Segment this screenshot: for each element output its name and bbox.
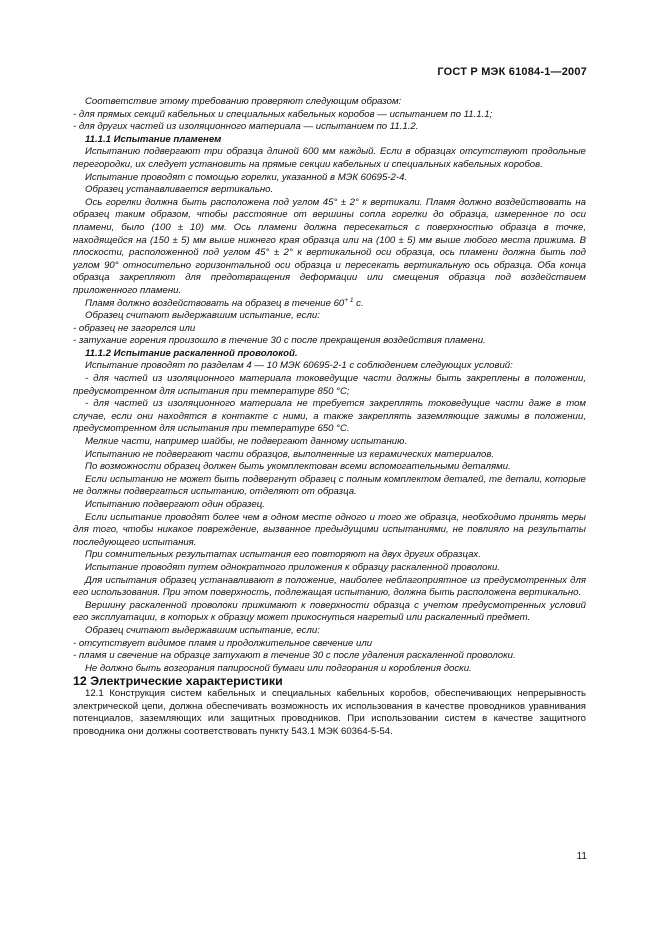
paragraph: При сомнительных результатах испытания его повторяют на двух других образцах. — [85, 549, 481, 561]
section-paragraph: 12.1 Конструкция систем кабельных и специальных кабельных коробов, обеспечивающих непрерывность электрической цепи, должна обеспечивать возможность их использования в качестве проводников уравнивания потенциалов, заземляющих или защитных проводников. При использовании систем в качестве защитного проводника они должны соответствовать пункту 543.1 МЭК 60364-5-54. — [73, 687, 586, 737]
paragraph: Испытанию подвергают три образца длиной 600 мм каждый. Если в образцах отсутствуют продольные перегородки, их следует установить на прямые секции кабельных и специальных кабельных коробов. — [73, 146, 586, 170]
subsection-heading: 11.1.2 Испытание раскаленной проволокой. — [85, 347, 298, 359]
flame-duration-tolerance: + 1 — [344, 296, 354, 304]
subsection-heading: 11.1.1 Испытание пламенем — [85, 133, 222, 145]
paragraph: Образец считают выдержавшим испытание, если: — [85, 310, 320, 322]
paragraph: Испытанию подвергают один образец. — [85, 499, 265, 510]
paragraph: Если испытание проводят более чем в одном месте одного и того же образца, необходимо принять меры для того, чтобы никакое повреждение, вызванное предыдущими испытаниями, не повлияло на результаты последующего испытания. — [73, 511, 586, 548]
list-item: - для частей из изоляционного материала токоведущие части должны быть закреплены в положении, предусмотренном для испытания при температуре 850 °С; — [73, 373, 586, 397]
paragraph: Испытанию не подвергают части образцов, выполненные из керамических материалов. — [85, 448, 495, 460]
paragraph: Если испытанию не может быть подвергнут образец с полным комплектом деталей, те детали, которые не должны подвергаться испытанию, отделяют от образца. — [73, 473, 586, 498]
paragraph: Мелкие части, например шайбы, не подвергают данному испытанию. — [85, 436, 407, 448]
page-body — [73, 96, 586, 738]
paragraph: Испытание проводят с помощью горелки, указанной в МЭК 60695-2-4. — [85, 171, 408, 183]
list-item: - отсутствует видимое пламя и продолжительное свечение или — [73, 637, 373, 649]
paragraph: Вершину раскаленной проволоки прижимают к поверхности образца с учетом предусмотренных условий его эксплуатации, в которых к образцу может прикоснуться нагретый или раскаленный предмет. — [73, 599, 586, 624]
paragraph: Испытание проводят по разделам 4 — 10 МЭК 60695-2-1 с соблюдением следующих условий: — [85, 360, 513, 372]
list-item: - для частей из изоляционного материала не требуется закреплять токоведущие части даже в том случае, если они находятся в контакте с ними, а также закреплять заземляющие зажимы в положении, предусмотренном для испытания при температуре 650 °С. — [73, 398, 586, 435]
flame-duration-text: Пламя должно воздействовать на образец в течение 60 — [85, 297, 345, 309]
paragraph: Соответствие этому требованию проверяют следующим образом: — [85, 96, 402, 107]
list-item: - затухание горения произошло в течение 30 с после прекращения воздействия пламени. — [73, 335, 486, 347]
paragraph: Для испытания образец устанавливают в положение, наиболее неблагоприятное из предусмотренных для его использования. При этом поверхность, подлежащая испытанию, должна быть расположена вертикально. — [73, 574, 586, 599]
paragraph: Образец устанавливается вертикально. — [85, 184, 274, 196]
list-item: - пламя и свечение на образце затухают в течение 30 с после удаления раскаленной проволоки. — [73, 650, 516, 662]
paragraph: Не должно быть возгорания папиросной бумаги или подгорания и коробления доски. — [85, 662, 472, 674]
list-item: - для других частей из изоляционного материала — испытанием по 11.1.2. — [73, 121, 419, 133]
document-id: ГОСТ Р МЭК 61084-1—2007 — [437, 66, 587, 78]
list-item: - для прямых секций кабельных и специальных кабельных коробов — испытанием по 11.1.1; — [73, 108, 493, 120]
paragraph: Ось горелки должна быть расположена под углом 45° ± 2° к вертикали. Пламя должно воздействовать на образец таким образом, чтобы расстояние от вершины сопла горелки до образца, измеренное по оси пламени, было (100 ± 10) мм. Ось пламени должна пересекаться с поверхностью образца в точке, находящейся на (150 ± 5) мм выше нижнего края образца или на (100 ± 5) мм выше любого места прижима. В плоскости, расположенной под углом 45° ± 2° к вертикальной оси образца, ось пламени должна быть под углом 90° относительно горизонтальной оси образца и пересекать вертикальную ось образца. Оба конца образца закрепляют для предотвращения деформации или смещения образца под воздействием приложенного пламени. — [73, 196, 586, 296]
page-number: 11 — [576, 851, 587, 862]
paragraph: По возможности образец должен быть укомплектован всеми вспомогательными деталями. — [85, 461, 511, 473]
flame-duration-unit: с. — [353, 297, 364, 309]
paragraph: Испытание проводят путем однократного приложения к образцу раскаленной проволоки. — [85, 561, 500, 573]
paragraph — [73, 298, 586, 311]
section-heading: 12 Электрические характеристики — [73, 674, 283, 689]
paragraph: Образец считают выдержавшим испытание, если: — [85, 624, 320, 636]
list-item: - образец не загорелся или — [73, 322, 196, 334]
